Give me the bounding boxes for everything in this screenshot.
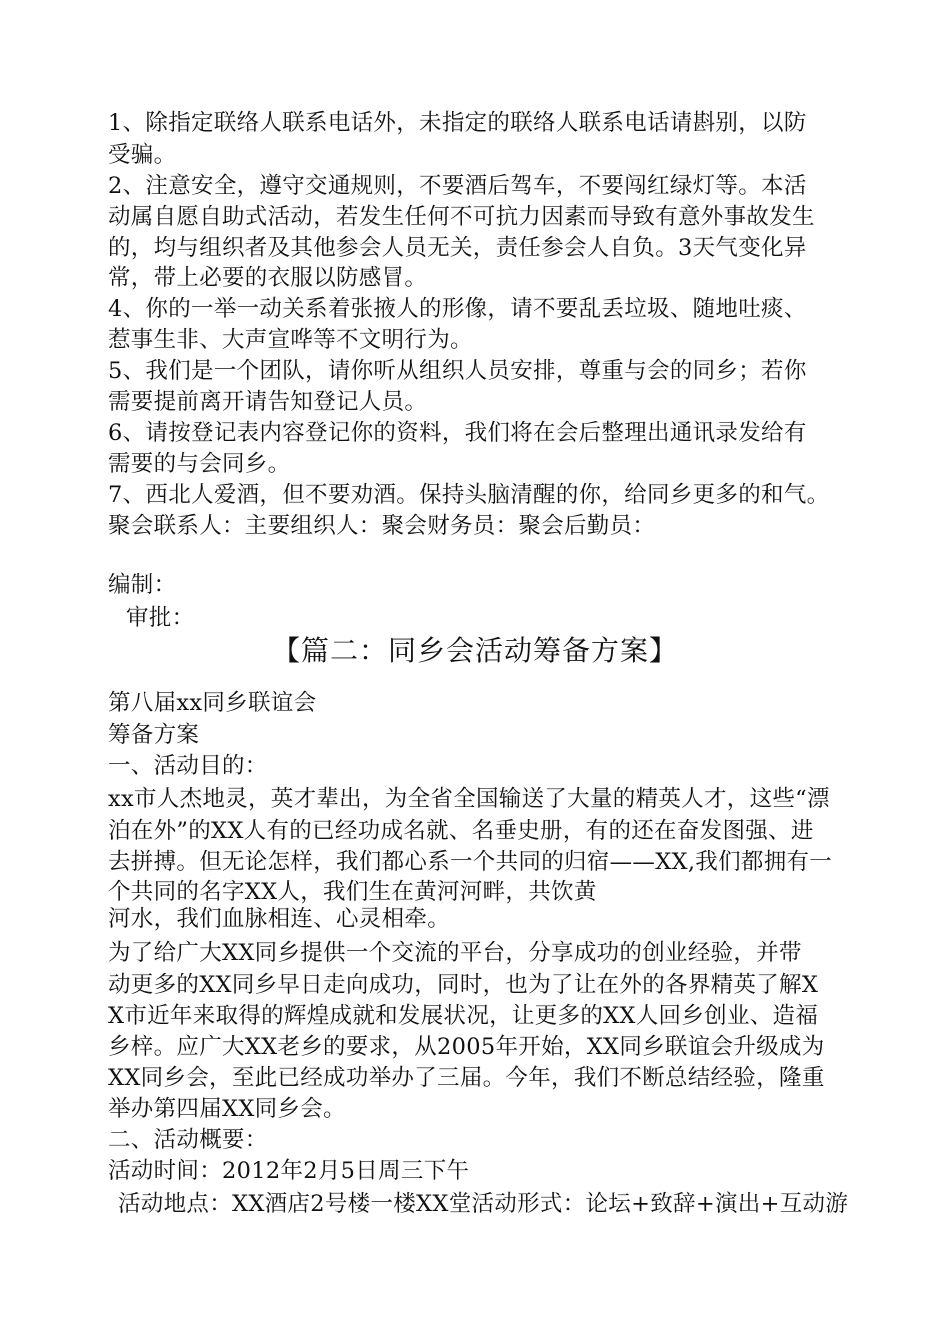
text-line: 一、活动目的： (108, 753, 268, 779)
text-line: 2、注意安全，遵守交通规则，不要酒后驾车，不要闯红绿灯等。本活 (108, 173, 807, 199)
text-line: 常，带上必要的衣服以防感冒。 (108, 265, 428, 291)
text-line: 活动时间：2012年2月5日周三下午 (108, 1158, 470, 1184)
text-line: 活动地点：XX酒店2号楼一楼XX堂活动形式：论坛+致辞+演出+互动游 (118, 1191, 849, 1217)
text-line: 第八届xx同乡联谊会 (108, 690, 317, 716)
text-line: 河水，我们血脉相连、心灵相牵。 (108, 906, 451, 932)
editor-label: 编制： (108, 572, 177, 598)
text-line: 动更多的XX同乡早日走向成功，同时，也为了让在外的各界精英了解X (108, 972, 819, 998)
text-line: 动属自愿自助式活动，若发生任何不可抗力因素而导致有意外事故发生 (108, 204, 815, 230)
text-line: 去拼搏。但无论怎样，我们都心系一个共同的归宿——XX,我们都拥有一 (108, 849, 833, 875)
text-line: 为了给广大XX同乡提供一个交流的平台，分享成功的创业经验，并带 (108, 940, 802, 966)
approver-label: 审批： (126, 605, 195, 631)
text-line: 受骗。 (108, 142, 177, 168)
text-line: 泊在外”的XX人有的已经功成名就、名垂史册，有的还在奋发图强、进 (108, 818, 814, 844)
text-line: 聚会联系人：主要组织人：聚会财务员：聚会后勤员： (108, 513, 656, 539)
text-line: 筹备方案 (108, 722, 200, 748)
text-line: 二、活动概要： (108, 1127, 268, 1153)
text-line: 举办第四届XX同乡会。 (108, 1096, 346, 1122)
text-line: xx市人杰地灵，英才辈出，为全省全国输送了大量的精英人才，这些“漂 (108, 786, 830, 812)
section-title: 【篇二：同乡会活动筹备方案】 (271, 634, 678, 667)
text-line: 5、我们是一个团队，请你听从组织人员安排，尊重与会的同乡；若你 (108, 358, 807, 384)
text-line: 个共同的名字XX人，我们生在黄河河畔，共饮黄 (108, 879, 597, 905)
text-line: 需要提前离开请告知登记人员。 (108, 389, 428, 415)
text-line: 6、请按登记表内容登记你的资料，我们将在会后整理出通讯录发给有 (108, 420, 807, 446)
text-line: XX同乡会，至此已经成功举办了三届。今年，我们不断总结经验，隆重 (108, 1065, 825, 1091)
text-line: 需要的与会同乡。 (108, 451, 291, 477)
text-line: 4、你的一举一动关系着张掖人的形像，请不要乱丢垃圾、随地吐痰、 (108, 296, 807, 322)
text-line: 的，均与组织者及其他参会人员无关，责任参会人自负。3天气变化异 (108, 235, 807, 261)
text-line: X市近年来取得的辉煌成就和发展状况，让更多的XX人回乡创业、造福 (108, 1003, 819, 1029)
text-line: 7、西北人爱酒，但不要劝酒。保持头脑清醒的你，给同乡更多的和气。 (108, 482, 830, 508)
text-line: 乡梓。应广大XX老乡的要求，从2005年开始，XX同乡联谊会升级成为 (108, 1034, 825, 1060)
text-line: 惹事生非、大声宣哗等不文明行为。 (108, 327, 473, 353)
text-line: 1、除指定联络人联系电话外，未指定的联络人联系电话请斟别，以防 (108, 110, 807, 136)
